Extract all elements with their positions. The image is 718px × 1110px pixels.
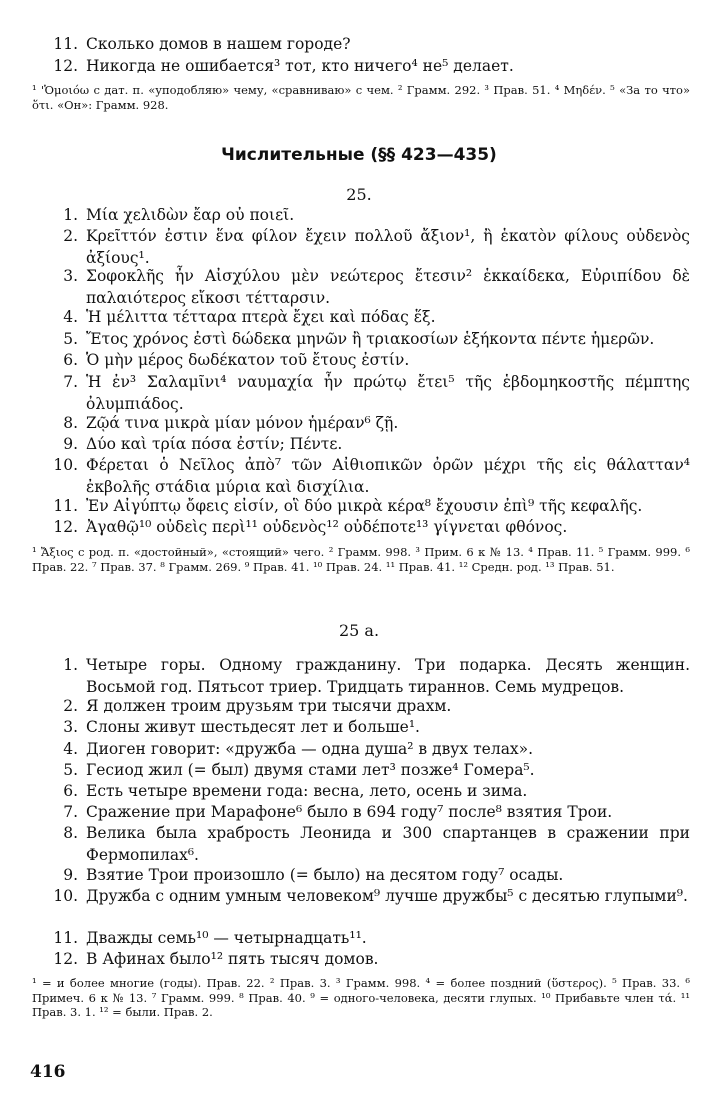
- exercise-number: 12.: [53, 950, 78, 968]
- section-title: Числительные (§§ 423—435): [221, 145, 497, 165]
- exercise-text: Сколько домов в нашем городе?: [86, 35, 351, 53]
- ex25-item-10: [26, 455, 690, 498]
- exercise-number: 11.: [53, 497, 78, 515]
- ex25a-item-2: [26, 696, 690, 718]
- exercise-text: Есть четыре времени года: весна, лето, осень и зима.: [86, 782, 528, 800]
- exercise-text: Ζῷά τινα μικρὰ μίαν μόνον ἡμέραν⁶ ζῇ.: [86, 414, 399, 432]
- exercise-text: Гесиод жил (= был) двумя стами лет³ позже⁴ Гомера⁵.: [86, 761, 535, 779]
- exercise-text: Σοφοκλῆς ἦν Αἰσχύλου μὲν νεώτερος ἔτεσιν² ἑκκαίδεκα, Εὐριπίδου δὲ παλαιότερος εἴκοσι τέτταρσιν.: [86, 267, 690, 307]
- ex25-item-3: [26, 266, 690, 309]
- exercise-number: 11.: [53, 35, 78, 53]
- exercise-text: Слоны живут шестьдесят лет и больше¹.: [86, 718, 420, 736]
- exercise-text: Диоген говорит: «дружба — одна душа² в двух телах».: [86, 740, 534, 758]
- exercise-text: Δύο καὶ τρία πόσα ἐστίν; Πέντε.: [86, 435, 343, 453]
- exercise-text: Μία χελιδὼν ἔαρ οὐ ποιεῖ.: [86, 206, 295, 224]
- exercise-number: 7.: [63, 803, 78, 821]
- exercise-number: 3.: [63, 267, 78, 285]
- exercise-text: Ἀγαθῷ¹⁰ οὐδεὶς περὶ¹¹ οὐδενὸς¹² οὐδέποτε¹³ γίγνεται φθόνος.: [86, 518, 568, 536]
- exercise-text: Никогда не ошибается³ тот, кто ничего⁴ не⁵ делает.: [86, 57, 514, 75]
- ex25a-item-11: [26, 928, 690, 950]
- exercise-text: Я должен троим друзьям три тысячи драхм.: [86, 697, 452, 715]
- exercise-number: 11.: [53, 929, 78, 947]
- exercise-text: Сражение при Марафоне⁶ было в 694 году⁷ после⁸ взятия Трои.: [86, 803, 613, 821]
- exercise-number: 6.: [63, 351, 78, 369]
- exercise-number: 8.: [63, 414, 78, 432]
- exercise-number: 8.: [63, 824, 78, 842]
- exercise-number: 4.: [63, 308, 78, 326]
- ex25-item-5: [26, 329, 690, 351]
- exercise-number: 10.: [53, 887, 78, 905]
- top-exercise-12: [26, 56, 690, 78]
- ex25a-item-8: [26, 823, 690, 866]
- exercise-number: 12.: [53, 57, 78, 75]
- exercise-number: 9.: [63, 866, 78, 884]
- exercise-25-title: 25.: [346, 185, 372, 204]
- exercise-25a-title: 25 а.: [338, 621, 380, 640]
- top-footnotes: ¹ 'Ὁμοιόω с дат. п. «уподобляю» чему, «сравниваю» с чем. ² Грамм. 292. ³ Прав. 51. ⁴ Μηδέν. ⁵ «За то что» ὅτι. «Он»: Грамм. 928.: [32, 83, 690, 112]
- exercise-text: Ἐν Αἰγύπτῳ ὄφεις εἰσίν, οἳ δύο μικρὰ κέρα⁸ ἔχουσιν ἐπὶ⁹ τῆς κεφαλῆς.: [86, 497, 643, 515]
- exercise-text: Дважды семь¹⁰ — четырнадцать¹¹.: [86, 929, 367, 947]
- ex25-footnotes: ¹ Ἄξιος с род. п. «достойный», «стоящий» чего. ² Грамм. 998. ³ Прим. 6 к № 13. ⁴ Прав. 11. ⁵ Грамм. 999. ⁶ Прав. 22. ⁷ Прав. 37. ⁸ Грамм. 269. ⁹ Прав. 41. ¹⁰ Прав. 24. ¹¹ Прав. 41. ¹² Средн. род. ¹³ Прав. 51.: [32, 545, 690, 574]
- exercise-text: Взятие Трои произошло (= было) на десятом году⁷ осады.: [86, 866, 564, 884]
- ex25-item-2: [26, 226, 690, 269]
- ex25-item-7: [26, 372, 690, 415]
- ex25a-item-5: [26, 760, 690, 782]
- exercise-text: Ἡ ἐν³ Σαλαμῖνι⁴ ναυμαχία ἦν πρώτῳ ἔτει⁵ τῆς ἑβδομηκοστῆς πέμπτης ὀλυμπιάδος.: [86, 373, 690, 413]
- exercise-number: 12.: [53, 518, 78, 536]
- exercise-number: 7.: [63, 373, 78, 391]
- exercise-text: Ἔτος χρόνος ἐστὶ δώδεκα μηνῶν ἢ τριακοσίων ἑξήκοντα πέντε ἡμερῶν.: [86, 330, 655, 348]
- exercise-text: В Афинах было¹² пять тысяч домов.: [86, 950, 379, 968]
- exercise-text: Φέρεται ὁ Νεῖλος ἀπὸ⁷ τῶν Αἰθιοπικῶν ὀρῶν μέχρι τῆς εἰς θάλατταν⁴ ἐκβολῆς στάδια μύρια καὶ δισχίλια.: [86, 456, 690, 496]
- exercise-text: Дружба с одним умным человеком⁹ лучше дружбы⁵ с десятью глупыми⁹.: [86, 887, 688, 905]
- ex25a-item-3: [26, 717, 690, 739]
- exercise-number: 2.: [63, 697, 78, 715]
- ex25-item-8: [26, 413, 690, 435]
- ex25-item-11: [26, 496, 690, 518]
- top-exercise-11: [26, 34, 690, 56]
- exercise-text: Κρεῖττόν ἐστιν ἕνα φίλον ἔχειν πολλοῦ ἄξιον¹, ἢ ἑκατὸν φίλους οὐδενὸς ἀξίους¹.: [86, 227, 690, 267]
- exercise-number: 2.: [63, 227, 78, 245]
- exercise-number: 6.: [63, 782, 78, 800]
- exercise-number: 5.: [63, 761, 78, 779]
- ex25-item-1: [26, 205, 690, 227]
- ex25-item-6: [26, 350, 690, 372]
- ex25a-footnotes: ¹ = и более многие (годы). Прав. 22. ² Прав. 3. ³ Грамм. 998. ⁴ = более поздний (ὕστερος). ⁵ Прав. 33. ⁶ Примеч. 6 к № 13. ⁷ Грамм. 999. ⁸ Прав. 40. ⁹ = одного-человека, десяти глупых. ¹⁰ Прибавьте член τά. ¹¹ Прав. 3. 1. ¹² = были. Прав. 2.: [32, 976, 690, 1019]
- ex25-item-4: [26, 307, 690, 329]
- exercise-number: 1.: [63, 656, 78, 674]
- ex25-item-12: [26, 517, 690, 539]
- ex25a-item-4: [26, 739, 690, 761]
- ex25a-item-10: [26, 886, 690, 908]
- exercise-number: 9.: [63, 435, 78, 453]
- exercise-number: 5.: [63, 330, 78, 348]
- exercise-text: Ὁ μὴν μέρος δωδέκατον τοῦ ἔτους ἐστίν.: [86, 351, 410, 369]
- ex25a-item-1: [26, 655, 690, 698]
- ex25a-item-6: [26, 781, 690, 803]
- ex25a-item-12: [26, 949, 690, 971]
- exercise-number: 3.: [63, 718, 78, 736]
- exercise-text: Ἡ μέλιττα τέτταρα πτερὰ ἔχει καὶ πόδας ἕξ.: [86, 308, 436, 326]
- exercise-number: 10.: [53, 456, 78, 474]
- page-number: 416: [30, 1062, 66, 1082]
- ex25a-item-7: [26, 802, 690, 824]
- ex25a-item-9: [26, 865, 690, 887]
- exercise-number: 1.: [63, 206, 78, 224]
- ex25-item-9: [26, 434, 690, 456]
- exercise-text: Четыре горы. Одному гражданину. Три подарка. Десять женщин. Восьмой год. Пятьсот триер. Тридцать тираннов. Семь мудрецов.: [86, 656, 690, 696]
- exercise-text: Велика была храбрость Леонида и 300 спартанцев в сражении при Фермопилах⁶.: [86, 824, 690, 864]
- exercise-number: 4.: [63, 740, 78, 758]
